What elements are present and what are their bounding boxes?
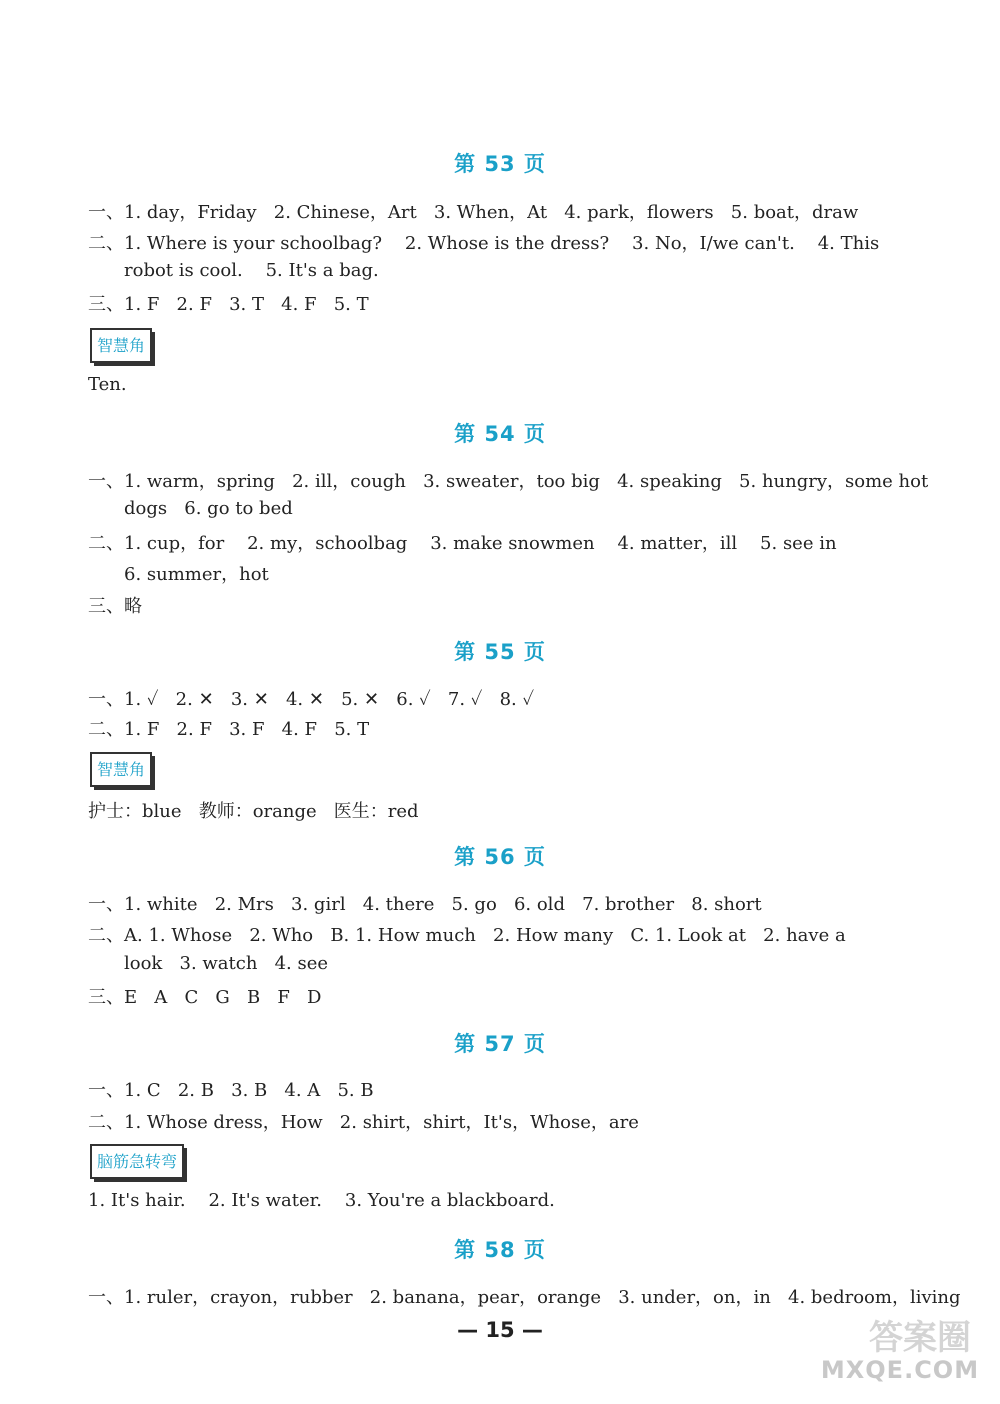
- answer-line: 二、A. 1. Whose 2. Who B. 1. How much 2. How many C. 1. Look at 2. have a: [88, 925, 846, 946]
- section-title-58: 第 58 页: [454, 1238, 546, 1262]
- page-number: — 15 —: [457, 1318, 543, 1342]
- wisdom-corner-label: 智慧角: [90, 328, 152, 363]
- answer-line: 三、1. F 2. F 3. T 4. F 5. T: [88, 294, 369, 315]
- wisdom-corner-answer: Ten.: [88, 374, 127, 395]
- answer-line: 一、1. day，Friday 2. Chinese，Art 3. When，At 4. park，flowers 5. boat，draw: [88, 202, 859, 223]
- watermark-url: MXQE.COM: [820, 1356, 980, 1384]
- wisdom-corner-label: 智慧角: [90, 752, 152, 787]
- answer-line: look 3. watch 4. see: [124, 953, 329, 974]
- answer-line: 二、1. F 2. F 3. F 4. F 5. T: [88, 719, 370, 740]
- answer-line: 一、1. white 2. Mrs 3. girl 4. there 5. go 6. old 7. brother 8. short: [88, 894, 762, 915]
- brain-teaser-label: 脑筋急转弯: [90, 1144, 184, 1179]
- answer-line: 6. summer，hot: [124, 564, 269, 585]
- answer-line: 一、1. warm，spring 2. ill，cough 3. sweater，too big 4. speaking 5. hungry，some hot: [88, 471, 929, 492]
- answer-line: 一、1. C 2. B 3. B 4. A 5. B: [88, 1080, 374, 1101]
- answer-line: 三、略: [88, 596, 142, 617]
- watermark-logo-text: 答案圈: [869, 1318, 971, 1358]
- section-title-54: 第 54 页: [454, 422, 546, 446]
- answer-line: 二、1. Whose dress，How 2. shirt，shirt，It's，Whose，are: [88, 1112, 639, 1133]
- answer-line: dogs 6. go to bed: [124, 498, 293, 519]
- answer-line: 三、E A C G B F D: [88, 987, 322, 1008]
- answer-line: 一、1. ✓ 2. ✕ 3. ✕ 4. ✕ 5. ✕ 6. ✓ 7. ✓ 8. ✓: [88, 689, 535, 710]
- answer-line: 一、1. ruler，crayon，rubber 2. banana，pear，orange 3. under，on，in 4. bedroom，living: [88, 1287, 961, 1308]
- section-title-56: 第 56 页: [454, 845, 546, 869]
- site-watermark: [810, 1310, 990, 1390]
- section-title-57: 第 57 页: [454, 1032, 546, 1056]
- section-title-55: 第 55 页: [454, 640, 546, 664]
- section-title-53: 第 53 页: [454, 152, 546, 176]
- answer-line: 二、1. Where is your schoolbag? 2. Whose is the dress? 3. No，I/we can't. 4. This: [88, 233, 880, 254]
- wisdom-corner-answer: 护士：blue 教师：orange 医生：red: [88, 801, 419, 822]
- answer-line: robot is cool. 5. It's a bag.: [124, 260, 379, 281]
- answer-line: 二、1. cup，for 2. my，schoolbag 3. make snowmen 4. matter，ill 5. see in: [88, 533, 837, 554]
- brain-teaser-answer: 1. It's hair. 2. It's water. 3. You're a blackboard.: [88, 1190, 555, 1211]
